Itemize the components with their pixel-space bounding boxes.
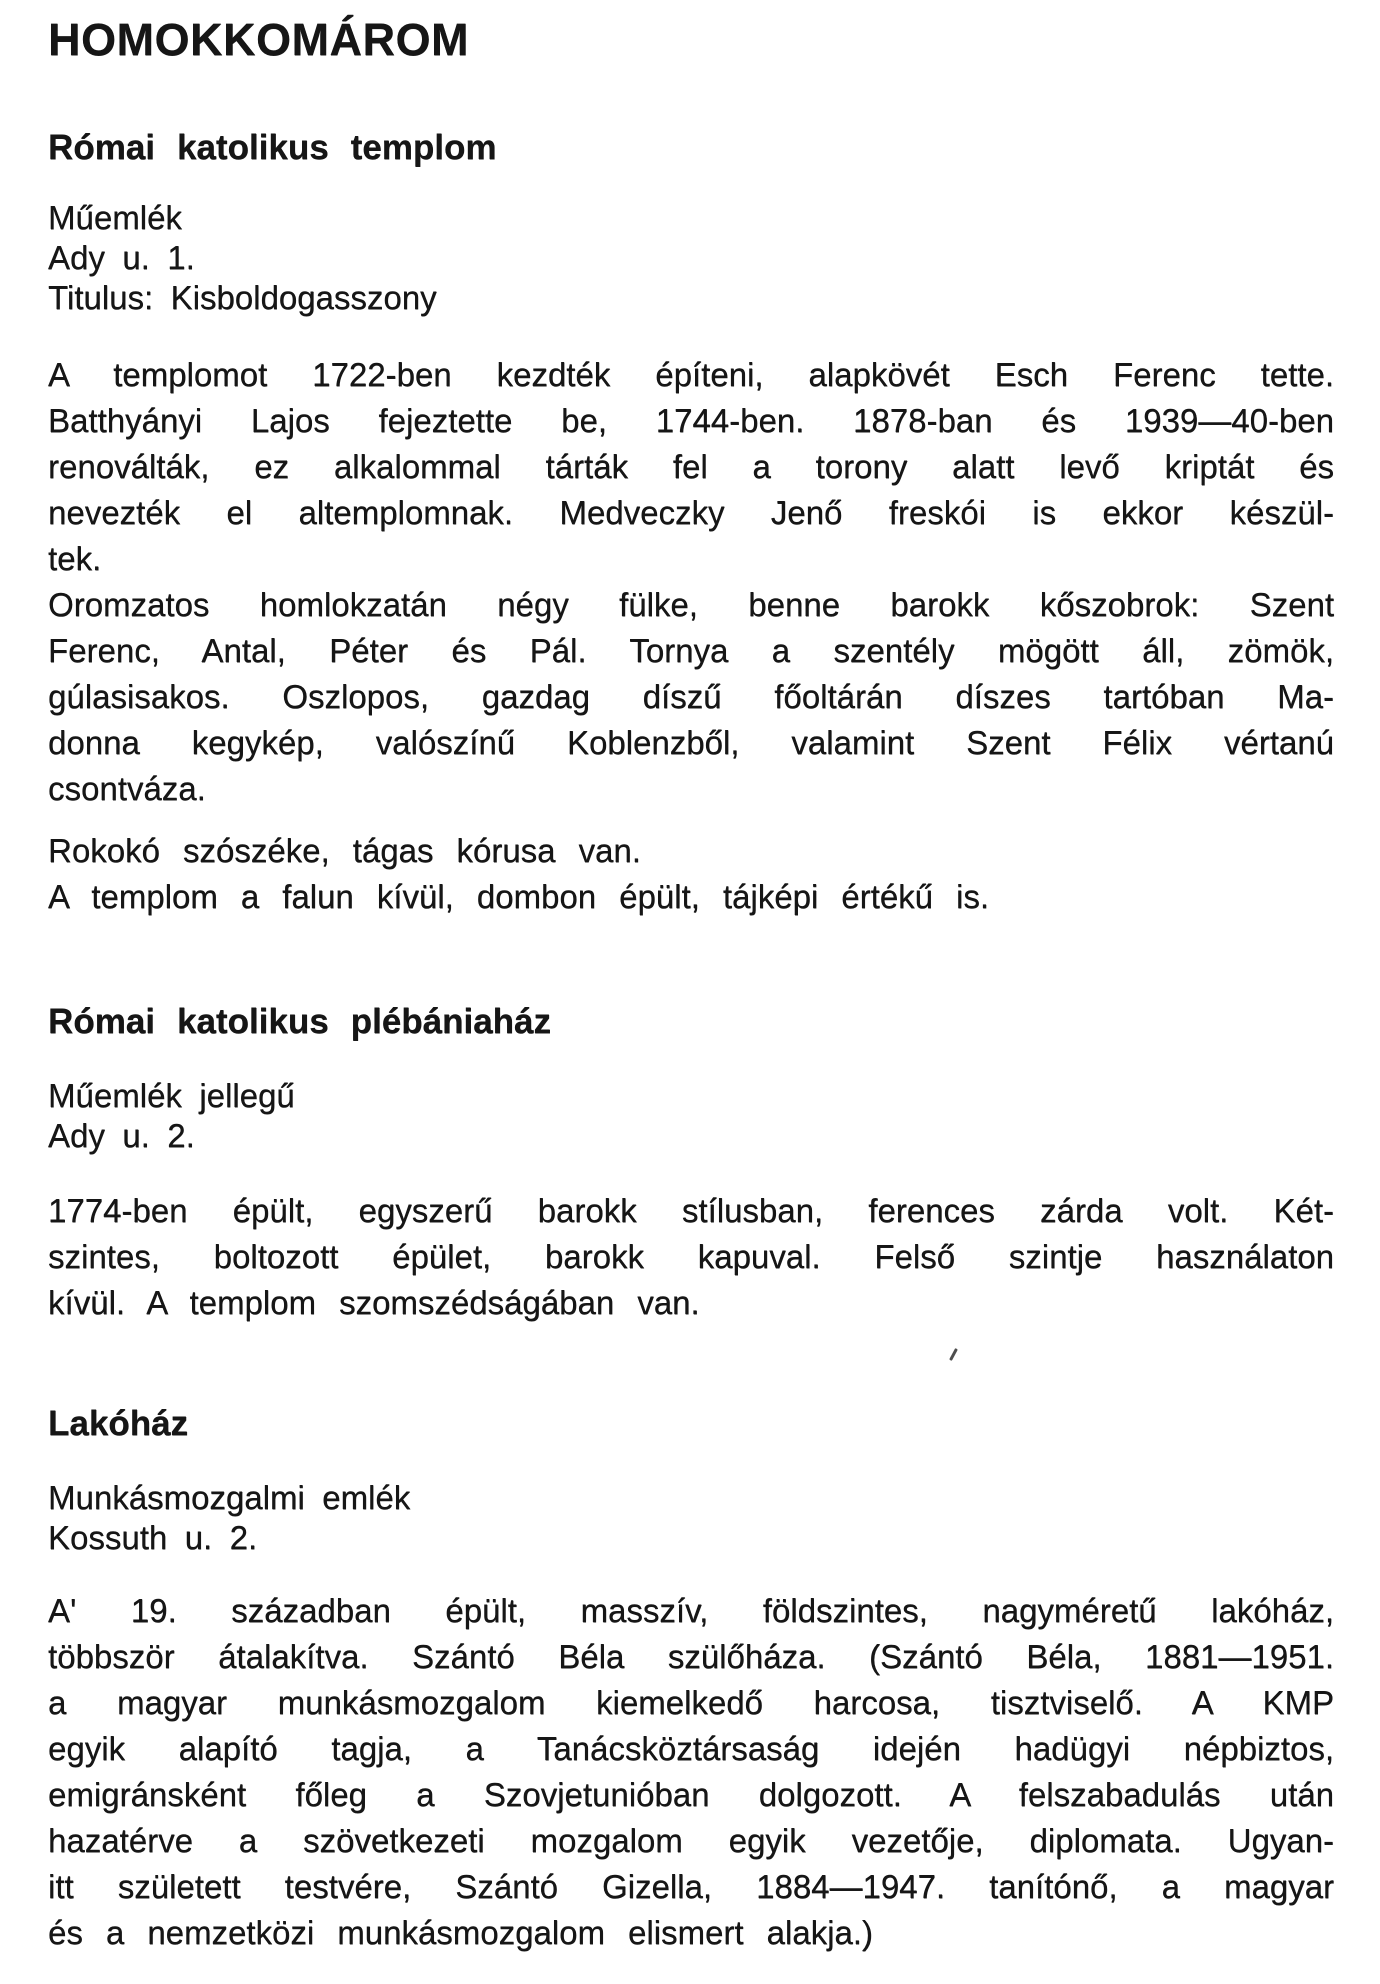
- paragraph: [48, 874, 1334, 920]
- page-title: HOMOKKOMÁROM: [48, 14, 469, 65]
- meta-line: Műemlék jellegű: [48, 1077, 295, 1114]
- body-line: egyik alapító tagja, a Tanácsköztársaság idején hadügyi népbiztos,: [48, 1730, 1334, 1767]
- meta-line: Ady u. 2.: [48, 1117, 195, 1154]
- paragraph: [48, 352, 1334, 582]
- body-line: hazatérve a szövetkezeti mozgalom egyik vezetője, diplomata. Ugyan-: [48, 1822, 1334, 1859]
- body-line: A' 19. században épült, masszív, földszintes, nagyméretű lakóház,: [48, 1592, 1334, 1629]
- body-line: Oromzatos homlokzatán négy fülke, benne barokk kőszobrok: Szent: [48, 586, 1334, 623]
- paragraph: [48, 828, 1334, 874]
- paragraph: [48, 1588, 1334, 1956]
- body-line: tek.: [48, 540, 102, 577]
- body-line: és a nemzetközi munkásmozgalom elismert alakja.): [48, 1914, 873, 1951]
- body-line: gúlasisakos. Oszlopos, gazdag díszű főoltárán díszes tartóban Ma-: [48, 678, 1334, 715]
- stray-ink-mark: [949, 1348, 958, 1361]
- section-heading-plebaniahaz: Római katolikus plébániaház: [48, 1002, 551, 1041]
- paragraph: [48, 1188, 1334, 1326]
- section-meta-templom: [48, 198, 1334, 318]
- section-heading-templom: Római katolikus templom: [48, 128, 497, 167]
- body-line: renoválták, ez alkalommal tárták fel a torony alatt levő kriptát és: [48, 448, 1334, 485]
- body-line: csontváza.: [48, 770, 206, 807]
- body-line: A templomot 1722-ben kezdték építeni, alapkövét Esch Ferenc tette.: [48, 356, 1334, 393]
- section-meta-plebaniahaz: [48, 1076, 1334, 1156]
- body-line: többször átalakítva. Szántó Béla szülőháza. (Szántó Béla, 1881—1951.: [48, 1638, 1334, 1675]
- body-line: Ferenc, Antal, Péter és Pál. Tornya a szentély mögött áll, zömök,: [48, 632, 1334, 669]
- meta-line: Titulus: Kisboldogasszony: [48, 279, 437, 316]
- body-line: szintes, boltozott épület, barokk kapuval. Felső szintje használaton: [48, 1238, 1334, 1275]
- body-line: kívül. A templom szomszédságában van.: [48, 1284, 700, 1321]
- meta-line: Kossuth u. 2.: [48, 1519, 258, 1556]
- body-line: Rokokó szószéke, tágas kórusa van.: [48, 832, 641, 869]
- body-line: itt született testvére, Szántó Gizella, 1884—1947. tanítónő, a magyar: [48, 1868, 1334, 1905]
- body-line: Batthyányi Lajos fejeztette be, 1744-ben. 1878-ban és 1939—40-ben: [48, 402, 1334, 439]
- body-line: donna kegykép, valószínű Koblenzből, valamint Szent Félix vértanú: [48, 724, 1334, 761]
- body-line: 1774-ben épült, egyszerű barokk stílusban, ferences zárda volt. Két-: [48, 1192, 1334, 1229]
- meta-line: Műemlék: [48, 199, 182, 236]
- meta-line: Munkásmozgalmi emlék: [48, 1479, 411, 1516]
- body-line: A templom a falun kívül, dombon épült, tájképi értékű is.: [48, 878, 990, 915]
- body-line: a magyar munkásmozgalom kiemelkedő harcosa, tisztviselő. A KMP: [48, 1684, 1334, 1721]
- body-line: emigránsként főleg a Szovjetunióban dolgozott. A felszabadulás után: [48, 1776, 1334, 1813]
- section-meta-lakohaz: [48, 1478, 1334, 1558]
- section-heading-lakohaz: Lakóház: [48, 1404, 189, 1443]
- body-line: nevezték el altemplomnak. Medveczky Jenő freskói is ekkor készül-: [48, 494, 1334, 531]
- meta-line: Ady u. 1.: [48, 239, 195, 276]
- paragraph: [48, 582, 1334, 812]
